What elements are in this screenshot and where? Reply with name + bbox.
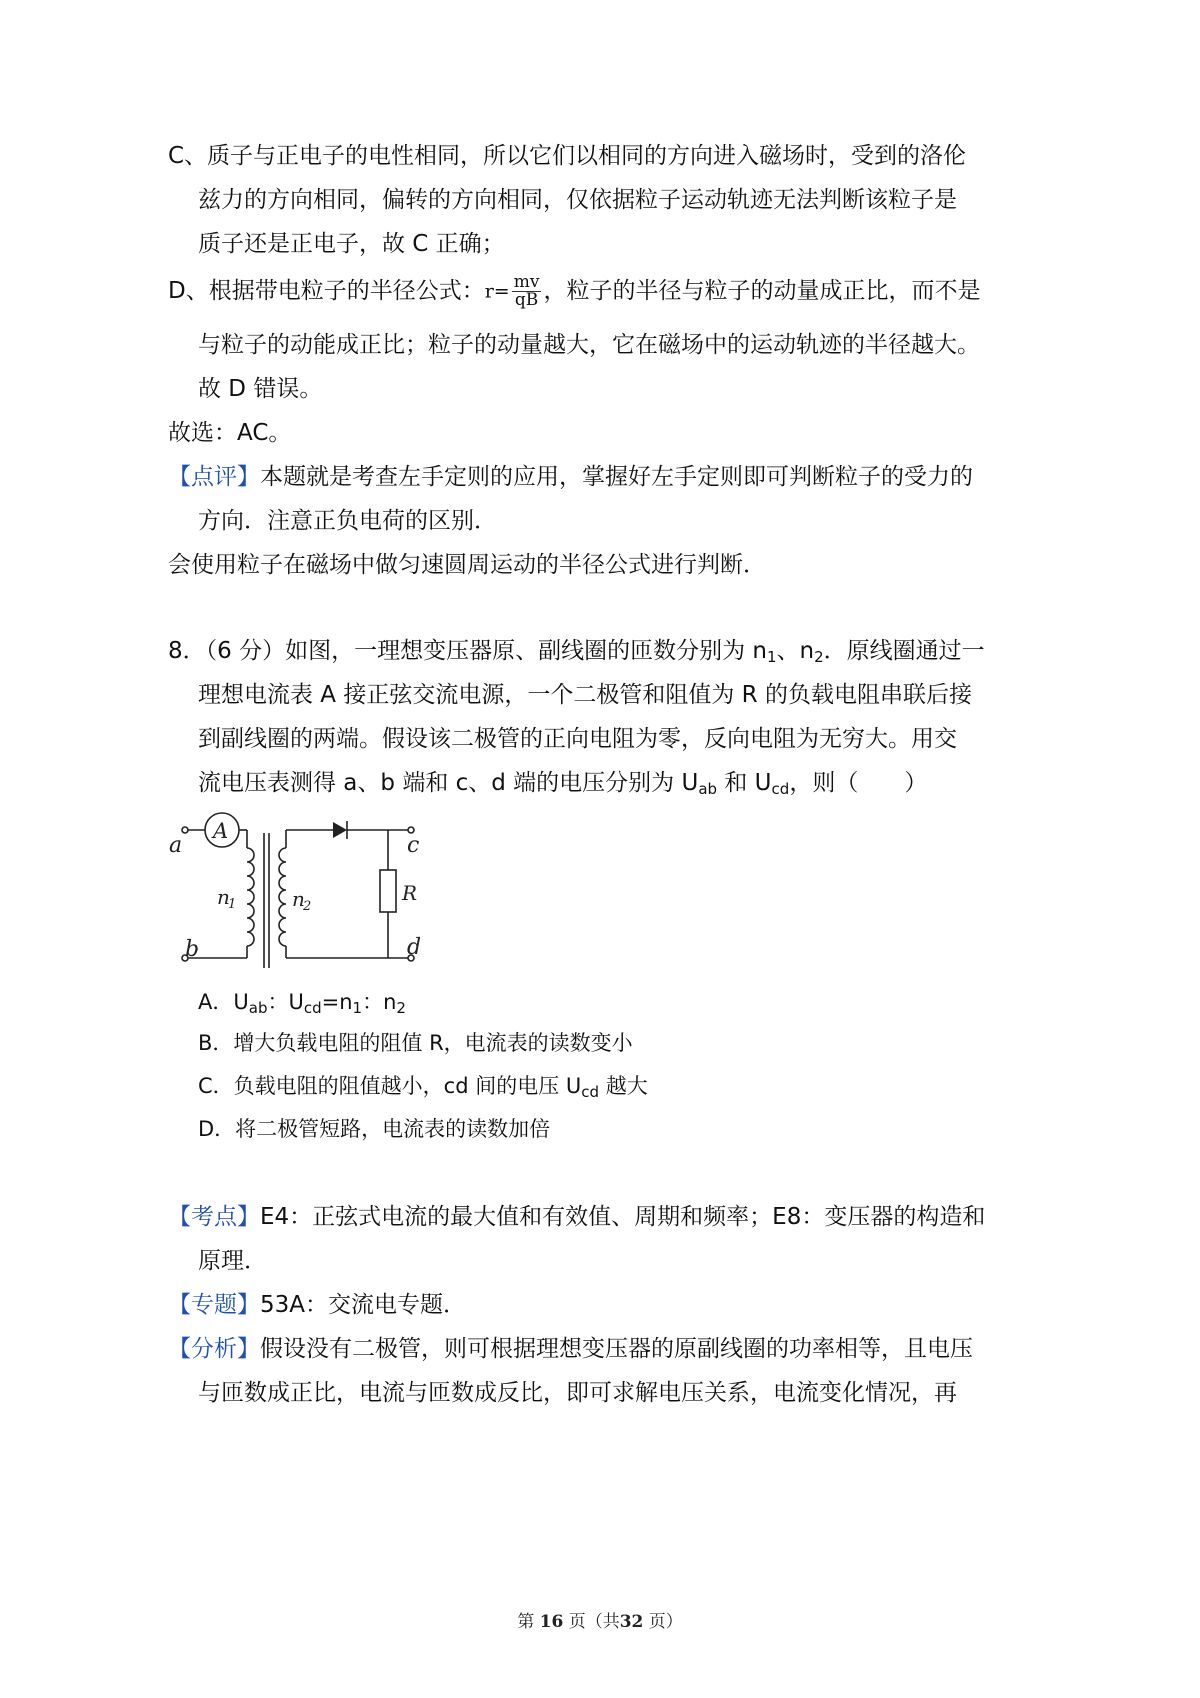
- fenxi-line-2: 与匝数成正比，电流与匝数成反比，即可求解电压关系，电流变化情况，再: [198, 1380, 957, 1406]
- label-n2: n: [292, 887, 305, 911]
- page-footer: [0, 1607, 1200, 1632]
- opt-c-sub-cd: cd: [581, 1083, 600, 1101]
- label-d: d: [407, 935, 422, 960]
- explanation-d-line-2: 与粒子的动能成正比；粒子的动量越大，它在磁场中的运动轨迹的半径越大。: [198, 332, 980, 358]
- fenxi-text-1: 假设没有二极管，则可根据理想变压器的原副线圈的功率相等，且电压: [260, 1336, 973, 1362]
- explanation-d-text-post: ，粒子的半径与粒子的动量成正比，而不是: [543, 278, 981, 304]
- kaodian-line-2: 原理．: [198, 1248, 267, 1274]
- comment-line-1: [168, 462, 973, 492]
- primary-coil: [247, 848, 254, 946]
- label-R: R: [402, 881, 418, 905]
- q8-sub-n2: 2: [814, 648, 824, 666]
- explanation-d-line-3: 故 D 错误。: [198, 376, 323, 402]
- secondary-coil: [279, 848, 286, 946]
- q8-l4-sub-ab: ab: [698, 780, 718, 798]
- opt-a-sub-1: 1: [352, 999, 363, 1017]
- opt-a-mid2: =n: [321, 990, 353, 1014]
- zhuanti-text: 53A：交流电专题．: [260, 1292, 467, 1318]
- total-pages: 32: [619, 1612, 644, 1632]
- option-b: B．增大负载电阻的阻值 R，电流表的读数变小: [198, 1031, 633, 1055]
- diode-symbol: [333, 822, 347, 838]
- opt-a-sub-ab: ab: [248, 999, 268, 1017]
- q8-sub-n1: 1: [766, 648, 777, 666]
- comment-tag: 【点评】: [168, 464, 260, 490]
- zhuanti-line: [168, 1290, 466, 1320]
- label-n1-sub: 1: [228, 897, 237, 912]
- question-8-line-3: 到副线圈的两端。假设该二极管的正向电阻为零，反向电阻为无穷大。用交: [198, 726, 957, 752]
- label-n1: n: [217, 885, 230, 909]
- question-8-line-4: [198, 768, 927, 798]
- option-d: D．将二极管短路，电流表的读数加倍: [198, 1117, 551, 1141]
- explanation-d-line-1: [168, 274, 980, 309]
- q8-text-c: ．原线圈通过一: [823, 638, 985, 664]
- opt-c-pre: C．负载电阻的阻值越小，cd 间的电压 U: [198, 1074, 582, 1098]
- kaodian-tag: 【考点】: [168, 1204, 260, 1230]
- explanation-c-line-1: C、质子与正电子的电性相同，所以它们以相同的方向进入磁场时，受到的洛伦: [168, 143, 967, 169]
- comment-line-2: 方向．注意正负电荷的区别．: [198, 508, 497, 534]
- explanation-d-text-pre: D、根据带电粒子的半径公式：: [168, 278, 485, 304]
- formula-numerator: mv: [513, 272, 540, 292]
- question-8-line-2: 理想电流表 A 接正弦交流电源，一个二极管和阻值为 R 的负载电阻串联后接: [198, 682, 972, 708]
- q8-l4-text-c: ，则（ ）: [789, 770, 928, 796]
- label-b: b: [185, 937, 200, 962]
- opt-a-mid: ：U: [267, 990, 304, 1014]
- comment-text-1: 本题就是考查左手定则的应用，掌握好左手定则即可判断粒子的受力的: [260, 464, 973, 490]
- q8-l4-sub-cd: cd: [771, 780, 790, 798]
- fenxi-tag: 【分析】: [168, 1336, 260, 1362]
- label-n2-sub: 2: [303, 899, 312, 914]
- kaodian-line-1: [168, 1202, 985, 1232]
- footer-mid: 页（共: [568, 1612, 620, 1632]
- opt-a-pre: A．U: [198, 990, 249, 1014]
- zhuanti-tag: 【专题】: [168, 1292, 260, 1318]
- answer-line: 故选：AC。: [168, 420, 292, 446]
- option-c: [198, 1071, 648, 1101]
- comment-line-3: 会使用粒子在磁场中做匀速圆周运动的半径公式进行判断．: [168, 552, 766, 578]
- resistor-symbol: [380, 870, 396, 912]
- label-ammeter: A: [213, 819, 229, 843]
- footer-pre: 第: [517, 1612, 535, 1632]
- radius-formula-r: r=: [484, 280, 510, 303]
- option-a: [198, 987, 406, 1017]
- explanation-c-line-3: 质子还是正电子，故 C 正确；: [198, 231, 505, 257]
- transformer-circuit-diagram: [165, 808, 435, 976]
- terminal-a-node: [182, 827, 188, 833]
- q8-text-b: 、n: [776, 638, 815, 664]
- footer-post: 页）: [648, 1612, 683, 1632]
- fenxi-line-1: [168, 1334, 973, 1364]
- kaodian-text-1: E4：正弦式电流的最大值和有效值、周期和频率；E8：变压器的构造和: [260, 1204, 986, 1230]
- radius-formula-fraction: [512, 274, 542, 309]
- q8-l4-text-a: 流电压表测得 a、b 端和 c、d 端的电压分别为 U: [198, 770, 699, 796]
- opt-a-sub-2: 2: [396, 999, 406, 1017]
- formula-denominator: qB: [514, 290, 539, 310]
- question-8-line-1: [168, 636, 985, 666]
- explanation-c-line-2: 兹力的方向相同，偏转的方向相同，仅依据粒子运动轨迹无法判断该粒子是: [198, 187, 957, 213]
- opt-c-post: 越大: [599, 1074, 648, 1098]
- opt-a-mid3: ：n: [362, 990, 397, 1014]
- page-number: 16: [539, 1612, 564, 1632]
- q8-l4-text-b: 和 U: [717, 770, 772, 796]
- label-a: a: [169, 833, 183, 858]
- label-c: c: [407, 833, 420, 858]
- q8-text-a: 8．（6 分）如图，一理想变压器原、副线圈的匝数分别为 n: [168, 638, 767, 664]
- opt-a-sub-cd: cd: [303, 999, 322, 1017]
